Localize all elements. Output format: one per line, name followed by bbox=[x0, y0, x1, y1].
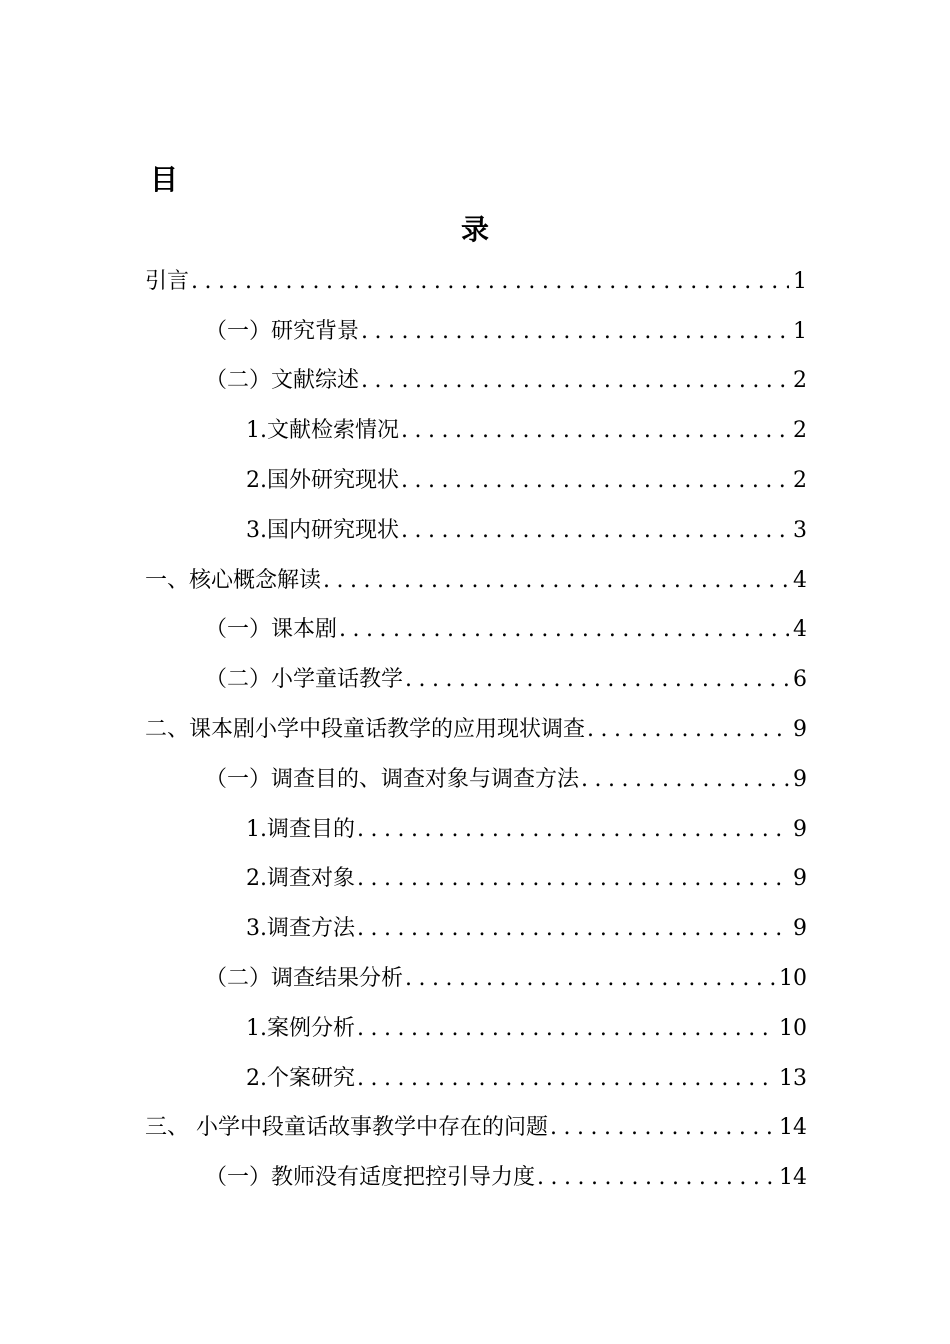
toc-page-number: 10 bbox=[779, 966, 807, 992]
toc-dot-leader bbox=[537, 1163, 775, 1193]
toc-entry-survey-results[interactable] bbox=[0, 954, 950, 1004]
toc-dot-leader bbox=[550, 1113, 775, 1143]
toc-page-number: 9 bbox=[793, 866, 807, 892]
toc-entry-introduction[interactable] bbox=[0, 257, 950, 307]
toc-entry-literature-search[interactable] bbox=[0, 406, 950, 456]
toc-dot-leader bbox=[581, 765, 789, 795]
toc-entry-label: （二）调查结果分析 bbox=[205, 966, 404, 992]
toc-dot-leader bbox=[323, 566, 789, 596]
toc-entry-label: 三、 小学中段童话故事教学中存在的问题 bbox=[145, 1115, 548, 1141]
toc-page-number: 4 bbox=[793, 617, 807, 643]
toc-dot-leader bbox=[361, 366, 789, 396]
toc-entry-label: 引言 bbox=[145, 268, 190, 294]
toc-entry-label: （一）课本剧 bbox=[205, 617, 338, 643]
toc-entry-label: 3.调查方法 bbox=[246, 916, 355, 942]
toc-entry-label: 1.文献检索情况 bbox=[246, 418, 399, 444]
toc-page-number: 9 bbox=[793, 717, 807, 743]
toc-entry-survey-objects[interactable] bbox=[0, 855, 950, 905]
toc-page-number: 14 bbox=[779, 1115, 807, 1141]
toc-page-number: 3 bbox=[793, 517, 807, 543]
toc-page-number: 9 bbox=[793, 816, 807, 842]
toc-dot-leader bbox=[357, 864, 789, 894]
toc-page-number: 9 bbox=[793, 766, 807, 792]
toc-entry-case-study[interactable] bbox=[0, 1054, 950, 1104]
toc-entry-label: 2.个案研究 bbox=[246, 1065, 355, 1091]
toc-entry-survey-purpose[interactable] bbox=[0, 805, 950, 855]
toc-entry-research-background[interactable] bbox=[0, 307, 950, 357]
toc-entry-literature-review[interactable] bbox=[0, 357, 950, 407]
toc-dot-leader bbox=[405, 964, 775, 994]
toc-dot-leader bbox=[587, 715, 789, 745]
toc-dot-leader bbox=[405, 665, 789, 695]
toc-page-number: 14 bbox=[779, 1165, 807, 1191]
toc-dot-leader bbox=[357, 1014, 775, 1044]
toc-dot-leader bbox=[191, 267, 789, 297]
toc-dot-leader bbox=[361, 317, 789, 347]
toc-page-number: 10 bbox=[779, 1015, 807, 1041]
toc-entry-existing-problems[interactable] bbox=[0, 1104, 950, 1154]
toc-entry-label: 二、课本剧小学中段童话教学的应用现状调查 bbox=[145, 717, 586, 743]
toc-entry-foreign-research[interactable] bbox=[0, 456, 950, 506]
toc-entry-label: （一）调查目的、调查对象与调查方法 bbox=[205, 766, 580, 792]
toc-entry-survey-purpose-objects-methods[interactable] bbox=[0, 755, 950, 805]
toc-page-number: 1 bbox=[793, 318, 807, 344]
toc-entry-domestic-research[interactable] bbox=[0, 506, 950, 556]
toc-entry-textbook-drama[interactable] bbox=[0, 606, 950, 656]
toc-dot-leader bbox=[401, 466, 789, 496]
toc-entry-label: （一）研究背景 bbox=[205, 318, 360, 344]
toc-page-number: 6 bbox=[793, 667, 807, 693]
toc-entry-survey-methods[interactable] bbox=[0, 904, 950, 954]
toc-page-number: 2 bbox=[793, 418, 807, 444]
toc-entry-label: （一）教师没有适度把控引导力度 bbox=[205, 1165, 536, 1191]
toc-entry-label: 1.案例分析 bbox=[246, 1015, 355, 1041]
toc-entry-label: （二）小学童话教学 bbox=[205, 667, 404, 693]
toc-dot-leader bbox=[357, 815, 789, 845]
toc-page-number: 4 bbox=[793, 567, 807, 593]
toc-dot-leader bbox=[401, 416, 789, 446]
toc-page-number: 2 bbox=[793, 368, 807, 394]
toc-title-first-char: 目 bbox=[150, 163, 179, 196]
toc-entry-label: （二）文献综述 bbox=[205, 368, 360, 394]
toc-dot-leader bbox=[401, 516, 789, 546]
toc-entry-fairy-tale-teaching[interactable] bbox=[0, 655, 950, 705]
toc-page-number: 2 bbox=[793, 468, 807, 494]
toc-entry-core-concepts[interactable] bbox=[0, 556, 950, 606]
toc-page-number: 13 bbox=[779, 1065, 807, 1091]
toc-entry-case-analysis[interactable] bbox=[0, 1004, 950, 1054]
toc-entry-label: 3.国内研究现状 bbox=[246, 517, 399, 543]
toc-entry-label: 2.调查对象 bbox=[246, 866, 355, 892]
toc-dot-leader bbox=[339, 615, 789, 645]
toc-entry-application-survey[interactable] bbox=[0, 705, 950, 755]
toc-entry-teacher-guidance[interactable] bbox=[0, 1153, 950, 1203]
toc-entry-label: 1.调查目的 bbox=[246, 816, 355, 842]
toc-page-number: 9 bbox=[793, 916, 807, 942]
toc-page-number: 1 bbox=[793, 268, 807, 294]
toc-dot-leader bbox=[357, 1064, 775, 1094]
toc-entry-label: 一、核心概念解读 bbox=[145, 567, 322, 593]
table-of-contents bbox=[0, 257, 950, 1203]
toc-title-second-char: 录 bbox=[460, 213, 489, 246]
toc-entry-label: 2.国外研究现状 bbox=[246, 468, 399, 494]
toc-dot-leader bbox=[357, 914, 789, 944]
